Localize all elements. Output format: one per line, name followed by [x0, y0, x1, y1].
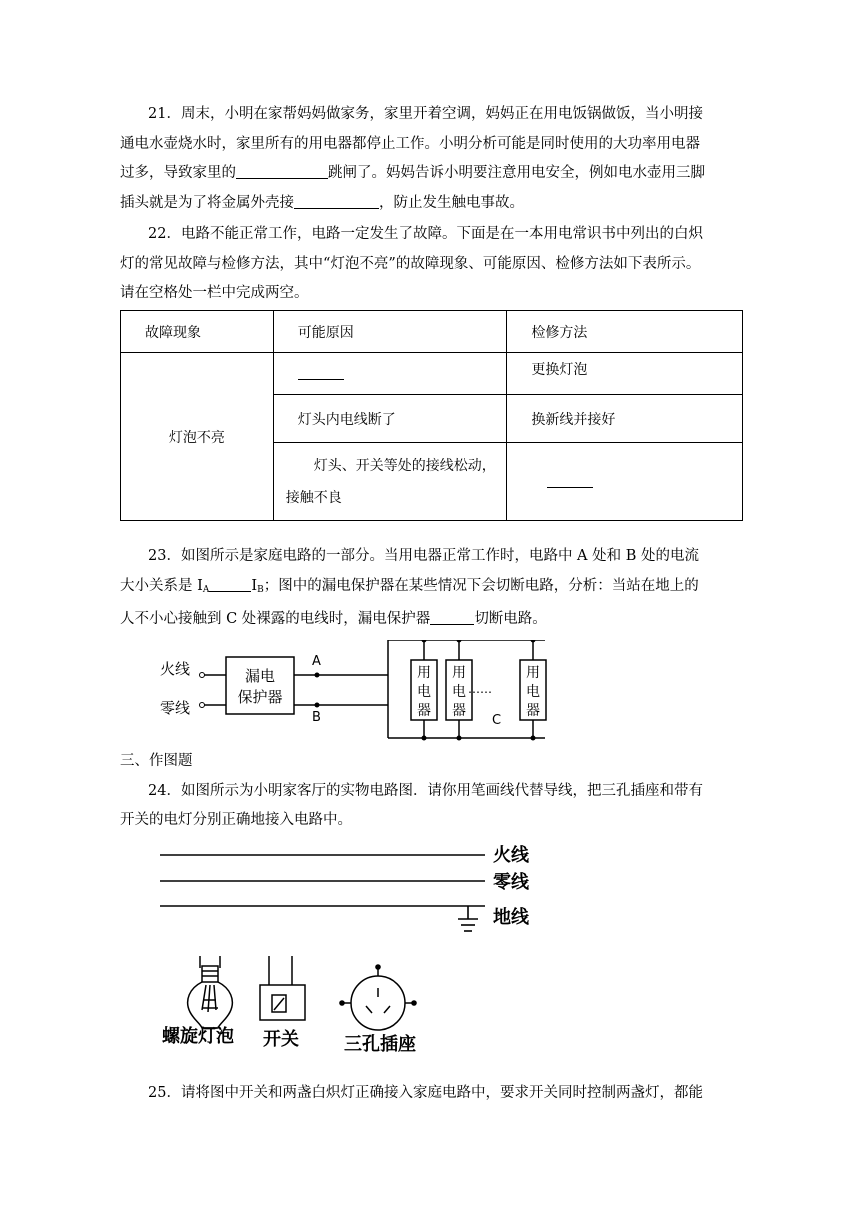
appliance-char: 用: [452, 665, 466, 681]
section-heading: 三、作图题: [120, 753, 193, 769]
subscript-b: B: [257, 584, 264, 595]
appliance-char: 电: [417, 684, 431, 700]
junction-dot: [315, 673, 320, 678]
neutral-label: 零线: [493, 872, 529, 893]
q21-line2: 通电水壶烧水时，家里所有的用电器都停止工作。小明分析可能是同时使用的大功率用电器: [120, 135, 700, 152]
phenomenon-text: 灯泡不亮: [168, 429, 225, 446]
point-c-label: C: [492, 713, 502, 728]
three-hole-socket-icon[interactable]: [342, 967, 414, 1030]
q23-text: I: [251, 577, 258, 594]
appliance-char: 器: [526, 703, 540, 719]
q22-line2: 灯的常见故障与检修方法，其中“灯泡不亮”的故障现象、可能原因、检修方法如下表所示。: [120, 255, 701, 272]
answer-blank[interactable]: [236, 164, 328, 179]
wiring-diagram: [150, 840, 550, 1060]
appliance-char: 电: [452, 684, 466, 700]
answer-blank[interactable]: [209, 577, 251, 592]
q23-text: 切断电路。: [474, 611, 547, 627]
junction-dot: [315, 703, 320, 708]
q23-text: 人不小心接触到 C 处裸露的电线时，漏电保护器: [120, 611, 431, 627]
table-row: [273, 395, 507, 443]
q21-line4b: ，防止发生触电事故。: [379, 194, 524, 211]
terminal-icon: [200, 673, 205, 678]
q21-line3a: 过多，导致家里的: [120, 165, 236, 181]
bulb-label: 螺旋灯泡: [162, 1026, 234, 1047]
question-23: [120, 542, 744, 635]
neutral-label: 零线: [160, 699, 191, 717]
protector-label: 保护器: [237, 688, 283, 706]
q21-line3b: 跳闸了。妈妈告诉小明要注意用电安全，例如电水壶用三脚: [328, 165, 705, 181]
subscript-a: A: [202, 584, 210, 595]
point-b-label: B: [312, 710, 321, 725]
question-21: [120, 100, 744, 218]
header-method: 检修方法: [531, 324, 588, 341]
ground-label: 地线: [493, 907, 529, 928]
question-25: [120, 1079, 744, 1109]
household-circuit-diagram: [150, 640, 570, 750]
q22-line1: 22．电路不能正常工作，电路一定发生了故障。下面是在一本用电常识书中列出的白炽: [148, 226, 703, 242]
appliance-char: 用: [526, 665, 540, 681]
point-a-label: A: [312, 654, 321, 669]
table-row: [273, 443, 507, 521]
table-header: [507, 311, 743, 353]
table-row: [507, 353, 743, 395]
protector-label: 漏电: [244, 667, 276, 685]
terminal-icon: [200, 703, 205, 708]
header-cause: 可能原因: [297, 324, 354, 341]
cause-text: 接触不良: [285, 489, 342, 506]
table-header: [121, 311, 274, 353]
fault-table: [120, 310, 743, 521]
switch-label: 开关: [263, 1029, 299, 1050]
header-phenomenon: 故障现象: [145, 324, 201, 341]
cause-text: 灯头、开关等处的接线松动，: [313, 457, 496, 474]
answer-blank[interactable]: [294, 194, 379, 209]
q23-text: 大小关系是 I: [120, 577, 203, 594]
table-row: [507, 443, 743, 521]
spiral-bulb-icon[interactable]: [188, 956, 233, 1028]
question-24: [120, 747, 744, 836]
table-row: [273, 353, 507, 395]
q21-line1: 21．周末，小明在家帮妈妈做家务，家里开着空调，妈妈正在用电饭锅做饭，当小明接: [148, 106, 703, 122]
answer-blank[interactable]: [547, 473, 593, 488]
live-label: 火线: [493, 845, 529, 866]
appliance-char: 器: [452, 703, 466, 719]
q22-line3: 请在空格处一栏中完成两空。: [120, 285, 309, 301]
q24-line1: 24．如图所示为小明家客厅的实物电路图．请你用笔画线代替导线，把三孔插座和带有: [148, 782, 703, 799]
live-label: 火线: [160, 660, 191, 678]
ellipsis: ……: [468, 682, 492, 696]
q21-line4a: 插头就是为了将金属外壳接: [120, 194, 294, 211]
table-row: [507, 395, 743, 443]
appliance-char: 器: [417, 703, 431, 719]
cause-text: 灯头内电线断了: [297, 411, 396, 428]
phenomenon-cell: [121, 353, 274, 521]
question-22: [120, 220, 744, 309]
q23-line1: 23．如图所示是家庭电路的一部分。当用电器正常工作时，电路中 A 处和 B 处的电流: [148, 548, 700, 564]
appliance-char: 用: [417, 665, 431, 681]
switch-icon[interactable]: [260, 956, 305, 1020]
answer-blank[interactable]: [430, 610, 474, 625]
q23-text: ；图中的漏电保护器在某些情况下会切断电路，分析：当站在地上的: [263, 577, 699, 594]
method-text: 换新线并接好: [531, 411, 616, 428]
q25-line1: 25．请将图中开关和两盏白炽灯正确接入家庭电路中，要求开关同时控制两盏灯，都能: [148, 1085, 703, 1101]
table-header: [273, 311, 507, 353]
socket-label: 三孔插座: [344, 1034, 416, 1055]
method-text: 更换灯泡: [531, 361, 588, 378]
q24-line2: 开关的电灯分别正确地接入电路中。: [120, 812, 352, 828]
appliance-char: 电: [526, 684, 540, 700]
answer-blank[interactable]: [298, 365, 344, 380]
